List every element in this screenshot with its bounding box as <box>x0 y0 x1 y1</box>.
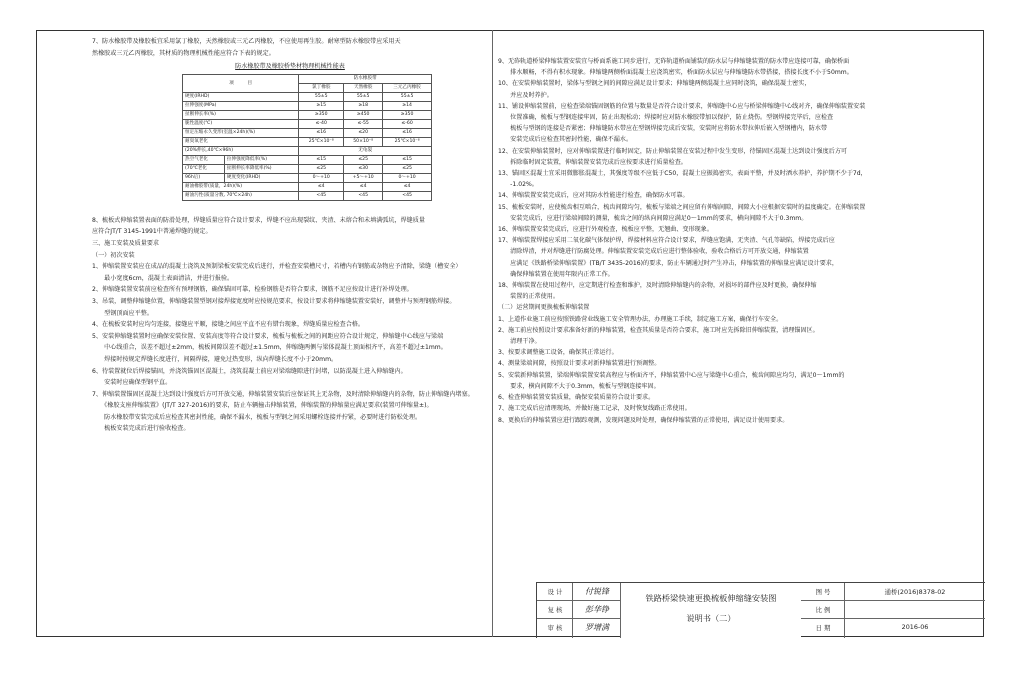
cell: (70℃老化 <box>183 164 225 173</box>
cell: 55±5 <box>383 92 432 101</box>
table-row <box>183 92 432 101</box>
cell: 扯断伸长率(%) <box>183 110 299 119</box>
cell: 耐油橡胶带(质量，24h)(%) <box>183 182 299 191</box>
review-label: 审 核 <box>547 624 563 632</box>
right-item: 梳板与型钢的连接是否紧密；伸缩缝防水带应在型钢焊接完成后安装，安装时应将防水带拉伸后嵌入型钢槽内，防水带 <box>498 125 828 133</box>
cell: 硬度变化(IRHD) <box>224 173 298 182</box>
header-group: 防水橡胶带 <box>299 74 432 83</box>
scale-label: 比 例 <box>815 606 831 614</box>
right-column <box>498 56 908 426</box>
design-signature: 付锐锋 <box>585 587 609 596</box>
cell: 耐臭氧老化 <box>183 137 299 146</box>
left-item: 型钢顶面应平整。 <box>92 309 153 317</box>
cell: ≤16 <box>299 128 344 137</box>
right-item: 安装完成后应检查其密封性能，确保不漏水。 <box>498 136 633 144</box>
sheet-inner <box>86 30 984 637</box>
left-item: 防水橡胶带安装完成后应检查其密封性能，确保不漏水，梳板与型钢之间采用螺栓连接并拧紧，必要时进行防松处理。 <box>92 413 422 421</box>
left-column <box>92 36 488 435</box>
section-3-2-heading: （二）运营期间更换梳板伸缩装置 <box>498 304 590 312</box>
cell: ≤4 <box>383 182 432 191</box>
cell: ≤25 <box>383 164 432 173</box>
drawing-no: 通桥(2016)8378-02 <box>884 588 946 596</box>
right-item2: 要求，横向间隙不大于0.3mm，梳板与型钢连接牢固。 <box>498 382 660 390</box>
cell: ≤4 <box>299 182 344 191</box>
right-item: 安装完成后，应进行梁端间隙的测量，梳齿之间的纵向间隙应满足0～1mm的要求，横向间隙不大于0.3mm。 <box>498 214 808 222</box>
p7-line1: 7、防水橡胶带及橡胶板宜采用氯丁橡胶，天然橡胶或三元乙丙橡胶，不应使用再生胶。耐寒型防水橡胶带应采用天 <box>92 38 401 45</box>
table-row <box>183 101 432 110</box>
right-item: 17、伸缩装置焊接应采用二氧化碳气体保护焊，焊接材料应符合设计要求，焊缝应饱满，无夹渣、气孔等缺陷，焊接完成后应 <box>498 237 835 245</box>
check-label: 复 核 <box>547 606 563 614</box>
cell: <45 <box>344 191 383 200</box>
table-row <box>183 173 432 182</box>
cell: ≤25 <box>299 164 344 173</box>
cell: ≥350 <box>299 110 344 119</box>
left-item: 2、伸缩缝装置安装前应检查所有预埋钢筋，确保锚固可靠，检验钢筋是否符合要求，钢筋不足应按设计进行补焊处理。 <box>92 286 413 294</box>
cell: 拉伸强度(MPa) <box>183 101 299 110</box>
cell: ≥15 <box>299 101 344 110</box>
cell: 热空气老化 <box>183 155 225 164</box>
table-row <box>183 155 432 164</box>
header-nr: 天然橡胶 <box>344 83 383 92</box>
check-signature: 彭华铮 <box>585 605 609 614</box>
date-label: 日 期 <box>815 624 831 632</box>
left-item: 6、待装置就位后焊接锚固，并浇筑锚固区混凝土，浇筑混凝土前应对梁端缝隙进行封堵，以防混凝土进入伸缩缝内。 <box>92 367 407 375</box>
right-item: 9、无砟轨道桥梁伸缩装置安装宜与桥面系施工同步进行，无砟轨道桥面铺装的防水层与伸缩缝装置的防水带应连接可靠，确保桥面 <box>498 58 850 65</box>
cell: 耐油污性(质量分数, 70℃×24h) <box>183 191 299 200</box>
p7-line2: 然橡胶或三元乙丙橡胶，其材质的物理机械性能应符合下表的规定。 <box>92 49 275 57</box>
right-item: 18、伸缩装置在使用过程中，应定期进行检查和维护，及时清除伸缩缝内的杂物，对损坏的部件应及时更换，确保伸缩 <box>498 282 817 290</box>
left-item: 7、伸缩装置锚固区混凝土达到设计强度后方可开放交通，伸缩装置安装后应保证其上无杂物，及时清除伸缩缝内的杂物，防止伸缩缝内堵塞。 <box>92 390 474 398</box>
left-item: 《橡胶支座伸缩装置》(JT/T 327-2016)的要求，防止车辆撞击伸缩装置，伸缩装置的伸缩量应满足要求(装置可伸缩量±)。 <box>92 402 433 410</box>
header-cr: 氯丁橡胶 <box>299 83 344 92</box>
cell: ≥18 <box>344 101 383 110</box>
right-item: 位置准确，梳板与型钢连接牢固，防止出现松动；焊接时应对防水橡胶带加以保护，防止烧伤。型钢焊接完毕后，应检查 <box>498 114 834 122</box>
right-item: 清除焊渣，并对焊缝进行防腐处理。伸缩装置安装完成后应进行整体验收，验收合格后方可开放交通，伸缩装置 <box>498 248 809 256</box>
left-item: 中心线重合，误差不超过±2mm，梳板间隙误差不超过±1.5mm，伸缩缝两侧与梁体混凝土顶面相齐平，高差不超过±1mm。 <box>92 344 447 352</box>
table-row <box>183 146 432 155</box>
cell: ≤25 <box>344 155 383 164</box>
cell: ≥350 <box>383 110 432 119</box>
p8-line2: 应符合JT/T 3145-1991中普通焊缝的规定。 <box>92 228 212 236</box>
cell: 硬度(IRHD) <box>183 92 299 101</box>
right-item: 14、伸缩装置安装完成后，应对其防水性能进行检查，确保防水可靠。 <box>498 192 689 200</box>
cell: +5～+10 <box>344 173 383 182</box>
right-item2: 5、安装新伸缩装置，梁端伸缩装置安装高程应与桥面齐平，伸缩装置中心应与梁缝中心重合，梳齿间隙应均匀，满足0～1mm的 <box>498 371 845 379</box>
right-item2: 4、测量梁端间隙，按照设计要求对新伸缩装置进行预调整。 <box>498 360 661 368</box>
cell: 55±5 <box>344 92 383 101</box>
right-item: 排水顺畅，不得有积水现象。伸缩缝两侧桥面混凝土应浇筑密实，桥面防水层应与伸缩缝防水带搭接，搭接长度不小于50mm。 <box>498 69 853 77</box>
right-item: 16、伸缩装置安装完成后，应进行外观检查，梳板应平整，无翘曲、变形现象。 <box>498 226 713 234</box>
cell: ≥14 <box>383 101 432 110</box>
right-item: 13、锚固区混凝土宜采用微膨胀混凝土，其强度等级不应低于C50，混凝土应振捣密实，表面平整，并及时洒水养护，养护期不少于7d， <box>498 170 867 178</box>
right-item: 确保伸缩装置在使用年限内正常工作。 <box>498 270 614 278</box>
right-item2: 1、上道作业施工前应按照铁路营业线施工安全管理办法，办理施工手续，制定施工方案，确保行车安全。 <box>498 315 783 323</box>
right-item: 12、在安装伸缩装置时，应对伸缩装置进行临时固定，防止伸缩装置在安装过程中发生变形，待锚固区混凝土达到设计强度后方可 <box>498 147 848 155</box>
drawing-no-label: 图 号 <box>815 588 831 596</box>
cell: ≤-55 <box>344 119 383 128</box>
cell: ≤30 <box>344 164 383 173</box>
right-item2: 6、检查伸缩装置安装质量，确保安装质量符合设计要求。 <box>498 394 655 402</box>
right-item2: 7、施工完成后应清理现场，并做好施工记录，及时恢复线路正常使用。 <box>498 405 691 413</box>
cell: 扯断伸长率降低率(%) <box>224 164 298 173</box>
left-item: 3、吊装，调整伸缩缝位置，伸缩缝装置型钢对接焊接宽度时应按规范要求，按设计要求将伸缩缝装置安装好，调整并与预埋钢筋焊接。 <box>92 297 456 305</box>
column-divider <box>492 30 493 637</box>
table-row <box>183 137 432 146</box>
cell: <45 <box>299 191 344 200</box>
cell: 0～+10 <box>299 173 344 182</box>
drawing-title: 铁路桥梁快速更换梳板伸缩缝安装图 <box>645 593 777 603</box>
cell: 恒定压缩永久变形(室温×24h)(%) <box>183 128 299 137</box>
left-item: 安装时应确保型钢平直。 <box>92 379 172 387</box>
section-3-1-heading: （一）初次安装 <box>92 251 135 259</box>
cell: 96h后) <box>183 173 225 182</box>
drawing-subtitle: 说明书（二） <box>686 613 736 623</box>
left-item: 梳板安装完成后进行验收检查。 <box>92 425 190 433</box>
review-signature: 罗增满 <box>585 623 609 632</box>
cell: ≤4 <box>344 182 383 191</box>
left-item: 焊接时按规定焊缝长度进行，间隔焊接，避免过热变形，纵向焊缝长度不小于20mm。 <box>92 355 338 363</box>
right-item: 装置的正常使用。 <box>498 293 559 301</box>
left-item: 4、在梳板安装时应均匀连接，接缝应平顺，接缝之间应平直不应有错台现象，焊缝质量应检查合格。 <box>92 321 365 329</box>
cell: ≤-60 <box>383 119 432 128</box>
cell: 拉伸强度降低率(%) <box>224 155 298 164</box>
right-item2: 8、更换后的伸缩装置应进行跟踪观测，发现问题及时处理，确保伸缩装置的正常使用，满足设计使用要求。 <box>498 416 789 424</box>
cell: 55±5 <box>299 92 344 101</box>
table-caption: 防水橡胶带及橡胶桥垫材物理机械性能表 <box>235 63 345 71</box>
cell: (20%伸长,40℃×96h) <box>183 146 299 155</box>
header-item: 项 目 <box>183 74 299 92</box>
table-header-row <box>183 74 432 83</box>
section-3-heading: 三、施工安装及质量要求 <box>92 239 160 247</box>
right-item2: 2、施工前应按照设计要求准备好新的伸缩装置，检查其质量是否符合要求，施工时应先拆除旧伸缩装置，清理锚固区。 <box>498 326 819 334</box>
cell: ≤15 <box>299 155 344 164</box>
title-block <box>536 582 985 638</box>
right-item2: 3、按要求调整施工设备，确保其正常运行。 <box>498 349 618 357</box>
left-item: 最小宽度6cm，混凝土表面清洁，并进行报验。 <box>92 274 234 282</box>
right-item2: 清理干净。 <box>498 338 541 346</box>
right-item: 并应及时养护。 <box>498 91 553 99</box>
table-row <box>183 119 432 128</box>
table-row <box>183 164 432 173</box>
property-table <box>182 74 432 201</box>
cell: ≤16 <box>383 128 432 137</box>
cell: 脆性温度(℃) <box>183 119 299 128</box>
cell: 无龟裂 <box>299 146 432 155</box>
header-epdm: 三元乙丙橡胶 <box>383 83 432 92</box>
cell: 25℃×10⁻⁸ <box>299 137 344 146</box>
cell: 25℃×10⁻⁸ <box>383 137 432 146</box>
right-item: -1.02%。 <box>498 181 538 189</box>
cell: 50×10⁻⁸ <box>344 137 383 146</box>
cell: ≤15 <box>383 155 432 164</box>
table-row <box>183 191 432 200</box>
right-item: 11、铺设伸缩装置前，应检查梁端锚固钢筋的位置与数量是否符合设计要求，伸缩缝中心应与桥梁伸缩缝中心线对齐，确保伸缩装置安装 <box>498 102 866 110</box>
cell: ≤-40 <box>299 119 344 128</box>
date-value: 2016-06 <box>901 623 929 631</box>
table-row <box>183 110 432 119</box>
left-item: 5、安装伸缩缝装置时应确保安装位置、安装高度等符合设计要求，梳板与梳板之间的间距应符合设计规定，伸缩缝中心线应与梁端 <box>92 332 444 340</box>
cell: 0～+10 <box>383 173 432 182</box>
cell: <45 <box>383 191 432 200</box>
design-label: 设 计 <box>547 588 563 596</box>
cell: ≥450 <box>344 110 383 119</box>
right-item: 15、梳板安装时，应使梳齿相互啮合，梳齿间隙均匀，梳板与梁端之间应留有伸缩间隙，间隙大小应根据安装时的温度确定。在伸缩装置 <box>498 203 866 211</box>
cell: ≤20 <box>344 128 383 137</box>
right-item: 10、在安装伸缩装置时，梁体与型钢之间的间隙应满足设计要求；伸缩缝两侧混凝土应同时浇筑，确保混凝土密实， <box>498 80 811 88</box>
title-cell <box>621 583 801 638</box>
table-row <box>183 182 432 191</box>
left-item: 1、伸缩装置安装应在成品的混凝土浇筑及预制梁板安装完成后进行，并检查安装槽尺寸，若槽内有钢筋或杂物应予清除，梁缝（槽安全） <box>92 263 462 271</box>
right-item: 应满足《铁路桥梁伸缩装置》(TB/T 3435-2016)的要求，防止车辆通过时产生冲击，伸缩装置的伸缩量应满足设计要求， <box>498 259 838 267</box>
p8-line1: 8、梳板式伸缩装置表面的防滑处理，焊缝质量应符合设计要求，焊缝不应出现裂纹、夹渣、未熔合和未填满弧坑，焊缝质量 <box>92 216 425 224</box>
table-row <box>183 128 432 137</box>
right-item: 拆除临时固定装置，伸缩装置安装完成后应按要求进行质量检查。 <box>498 158 687 166</box>
